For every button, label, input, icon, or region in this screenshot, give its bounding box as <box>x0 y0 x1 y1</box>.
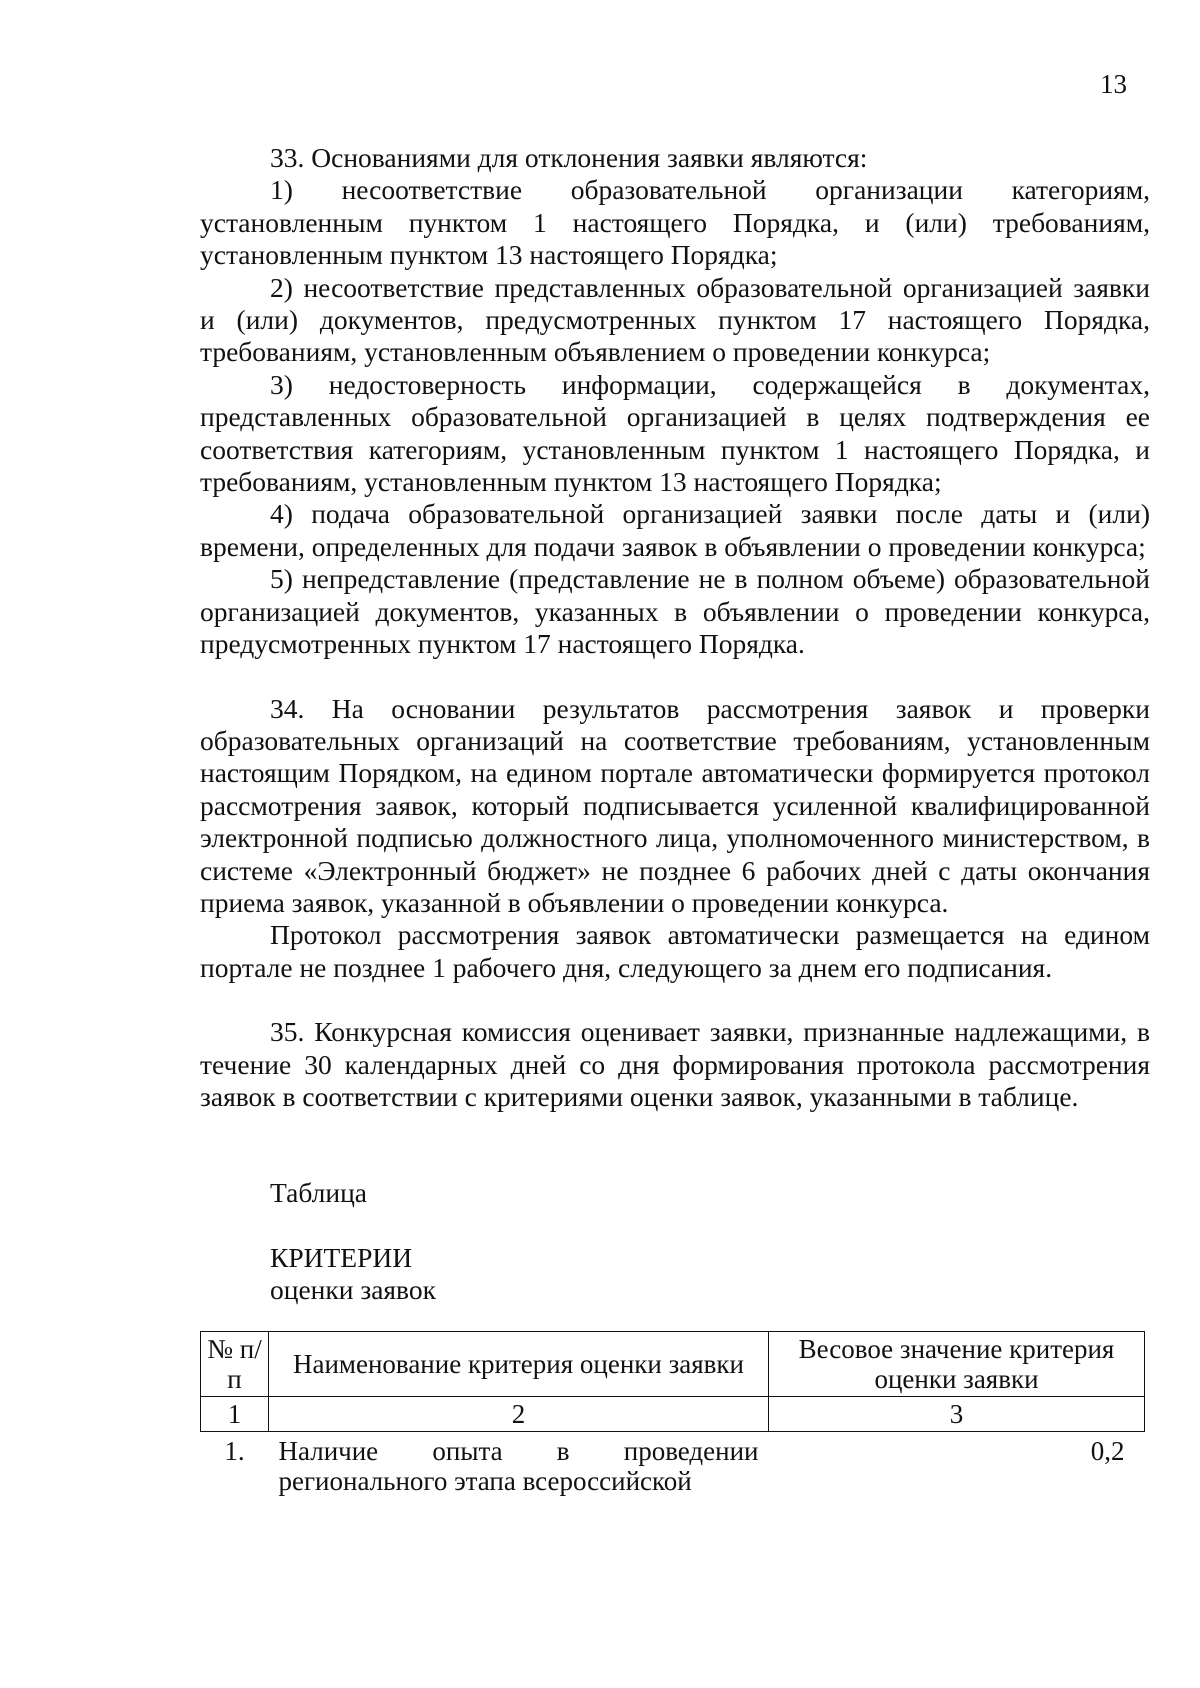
paragraph-34: 34. На основании результатов рассмотрения заявок и проверки образовательных организаций на соответствие требованиям, установленным настоящим Порядком, на едином портале автоматически формируется протокол рассмотрения заявок, который подписывается усиленной квалифицированной электронной подписью должностного лица, уполномоченного министерством, в системе «Электронный бюджет» не позднее 6 рабочих дней с даты окончания приема заявок, указанной в объявлении о проведении конкурса. <box>200 692 1150 918</box>
spacer <box>200 1113 1150 1145</box>
paragraph-33: 33. Основаниями для отклонения заявки являются: <box>270 142 868 173</box>
column-number-2: 2 <box>269 1396 769 1431</box>
paragraph-33-item-4: 4) подача образовательной организацией заявки после даты и (или) времени, определенных для подачи заявок в объявлении о проведении конкурса; <box>200 498 1150 562</box>
paragraph-33-item-1: 1) несоответствие образовательной организации категориям, установленным пунктом 1 настоящего Порядка, и (или) требованиям, установленным пунктом 13 настоящего Порядка; <box>200 174 1150 271</box>
document-body <box>200 142 1150 1498</box>
table-header-row <box>201 1331 1145 1396</box>
criteria-title: КРИТЕРИИ <box>270 1241 413 1273</box>
page-number: 13 <box>1100 69 1127 99</box>
column-number-1: 1 <box>201 1396 269 1431</box>
table-column-numbers-row <box>201 1396 1145 1431</box>
paragraph-33-item-2: 2) несоответствие представленных образовательной организацией заявки и (или) документов, предусмотренных пунктом 17 настоящего Порядка, требованиям, установленным объявлением о проведении конкурса; <box>200 271 1150 368</box>
header-number: № п/п <box>201 1331 269 1396</box>
row-number: 1. <box>224 1435 245 1466</box>
paragraph-35: 35. Конкурсная комиссия оценивает заявки, признанные надлежащими, в течение 30 календарных дней со дня формирования протокола рассмотрения заявок в соответствии с критериями оценки заявок, указанными в таблице. <box>200 1016 1150 1112</box>
paragraph-33-item-3: 3) недостоверность информации, содержащейся в документах, представленных образовательной организацией в целях подтверждения ее соответствия категориям, установленным пунктом 1 настоящего Порядка, и требованиям, установленным пунктом 13 настоящего Порядка; <box>200 368 1150 498</box>
spacer <box>200 661 1150 693</box>
header-weight: Весовое значение критерия оценки заявки <box>769 1331 1145 1396</box>
paragraph-33-item-5: 5) непредставление (представление не в полном объеме) образовательной организацией документов, указанных в объявлении о проведении конкурса, предусмотренных пунктом 17 настоящего Порядка. <box>200 563 1150 660</box>
header-criterion-name: Наименование критерия оценки заявки <box>269 1331 769 1396</box>
criteria-table <box>200 1331 1145 1498</box>
paragraph-34-protocol: Протокол рассмотрения заявок автоматически размещается на едином портале не позднее 1 рабочего дня, следующего за днем его подписания. <box>200 919 1150 983</box>
row-weight: 0,2 <box>1090 1435 1125 1466</box>
spacer <box>200 1210 1150 1242</box>
criteria-subtitle: оценки заявок <box>270 1274 436 1306</box>
spacer <box>200 1145 1150 1177</box>
table-row <box>201 1431 1145 1498</box>
spacer <box>200 984 1150 1016</box>
table-caption: Таблица <box>270 1177 367 1209</box>
column-number-3: 3 <box>769 1396 1145 1431</box>
row-criterion-name: Наличие опыта в проведении регионального этапа всероссийской <box>278 1435 759 1496</box>
